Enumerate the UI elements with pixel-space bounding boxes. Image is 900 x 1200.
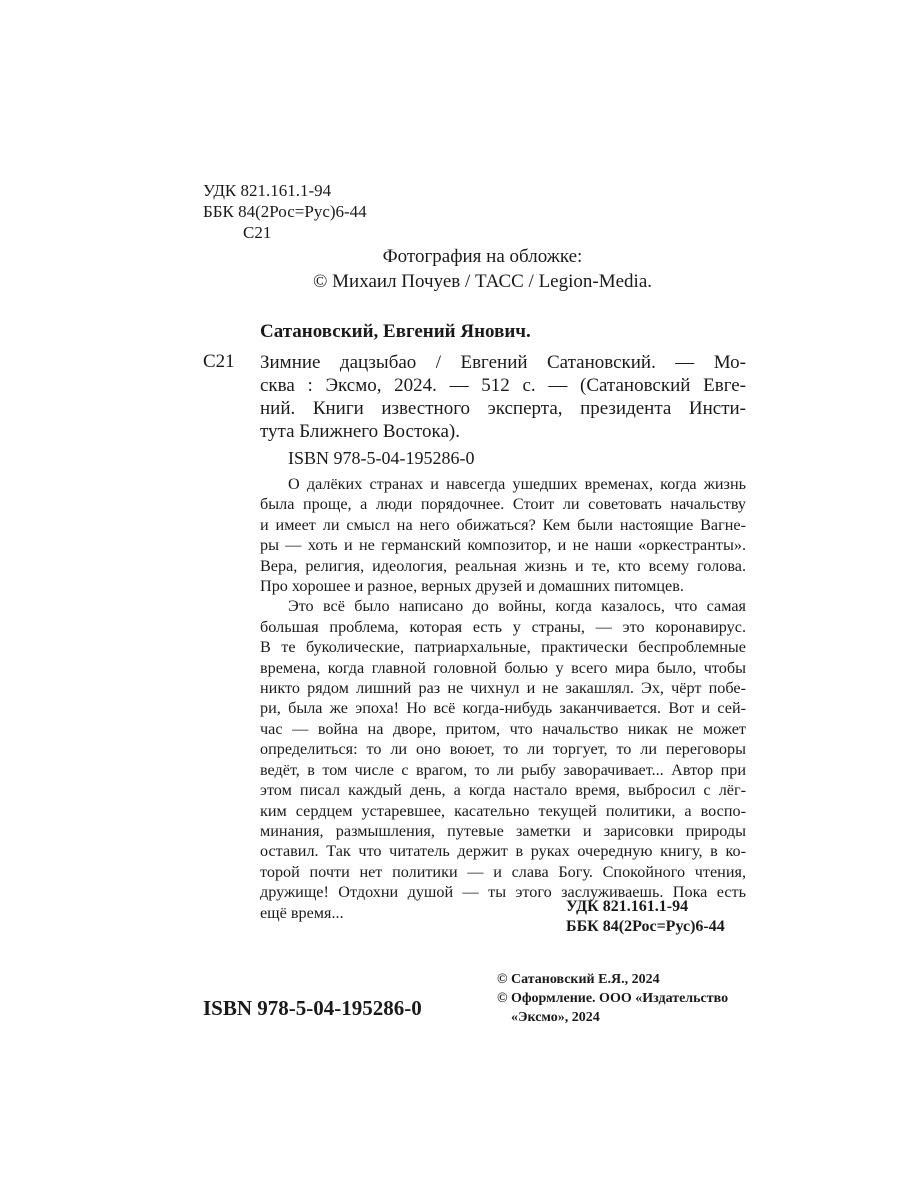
cover-photo-copyright: © Михаил Почуев / ТАСС / Legion-Media. — [312, 271, 653, 292]
annotation — [260, 474, 746, 923]
biblio-line: тута Ближнего Востока). — [260, 421, 460, 442]
annotation-line: дружище! Отдохни душой — ты этого заслуживаешь. Пока есть — [260, 883, 746, 902]
annotation-line: О далёких странах и навсегда ушедших временах, когда жизнь — [288, 475, 746, 493]
author-sign: С21 — [243, 223, 272, 242]
annotation-line: определиться: то ли оно воюет, то ли торгует, то ли переговоры — [260, 740, 746, 759]
annotation-line: была проще, а люди порядочнее. Стоит ли советовать начальству — [260, 495, 746, 514]
annotation-line: ри, была же эпоха! Но всё когда-нибудь заканчивается. Вот и сей- — [260, 699, 746, 718]
biblio-line: сква : Эксмо, 2024. — 512 с. — (Сатановский Евге- — [260, 375, 746, 396]
annotation-line: времена, когда главной головной болью у всего мира было, чтобы — [260, 658, 746, 677]
isbn-bottom: ISBN 978-5-04-195286-0 — [203, 996, 422, 1020]
copyright-design-publisher: «Эксмо», 2024 — [511, 1010, 600, 1025]
annotation-line: час — война на дворе, притом, что начальство никак не может — [260, 719, 746, 738]
udk-code: УДК 821.161.1-94 — [203, 181, 332, 200]
annotation-line: ким сердцем устаревшее, касательно текущей политики, а воспо- — [260, 801, 746, 820]
annotation-line: торой почти нет политики — и слава Богу. Спокойного чтения, — [260, 862, 746, 881]
annotation-line: оставил. Так что читатель держит в руках очередную книгу, в ко- — [260, 842, 746, 861]
annotation-line: Это всё было написано до войны, когда казалось, что самая — [288, 597, 746, 616]
cover-photo-credit — [200, 244, 765, 294]
annotation-line: этом писал каждый день, а когда настало время, выбросил с лёг- — [260, 781, 746, 800]
annotation-line: большая проблема, которая есть у страны, — это коронавирус. — [260, 617, 746, 636]
copyright-design: © Оформление. ООО «Издательство — [497, 991, 729, 1006]
annotation-line: никто рядом лишний раз не чихнул и не закашлял. Эх, чёрт побе- — [260, 679, 746, 698]
annotation-line: Про хорошее и разное, верных друзей и домашних питомцев. — [260, 577, 684, 596]
annotation-line: минания, размышления, путевые заметки и зарисовки природы — [260, 821, 746, 840]
isbn-top: ISBN 978-5-04-195286-0 — [288, 448, 475, 468]
annotation-line: ведёт, в том числе с врагом, то ли рыбу заворачивает... Автор при — [260, 760, 746, 779]
classification-block — [203, 180, 367, 243]
annotation-line: ры — хоть и не германский композитор, и не наши «оркестранты». — [260, 536, 746, 555]
footer-classification — [566, 897, 725, 937]
footer-bbk: ББК 84(2Рос=Рус)6-44 — [566, 918, 725, 935]
cover-photo-label: Фотография на обложке: — [382, 246, 583, 267]
bibliography-code: С21 — [203, 351, 235, 372]
bbk-code: ББК 84(2Рос=Рус)6-44 — [203, 202, 367, 221]
copyright-block — [497, 970, 728, 1027]
biblio-line: ний. Книги известного эксперта, президента Инсти- — [260, 398, 746, 419]
biblio-line: Зимние дацзыбао / Евгений Сатановский. — Мо- — [260, 352, 746, 373]
annotation-line: ещё время... — [260, 903, 344, 922]
annotation-line: Вера, религия, идеология, реальная жизнь и те, кто всему голова. — [260, 556, 746, 575]
copyright-author: © Сатановский Е.Я., 2024 — [497, 972, 660, 987]
bibliographic-description — [260, 351, 746, 443]
author-heading: Сатановский, Евгений Янович. — [260, 321, 531, 342]
annotation-line: и имеет ли смысл на него обижаться? Кем были настоящие Вагне- — [260, 515, 746, 534]
footer-udk: УДК 821.161.1-94 — [566, 898, 689, 915]
annotation-line: В те буколические, патриархальные, практически беспроблемные — [260, 638, 746, 657]
